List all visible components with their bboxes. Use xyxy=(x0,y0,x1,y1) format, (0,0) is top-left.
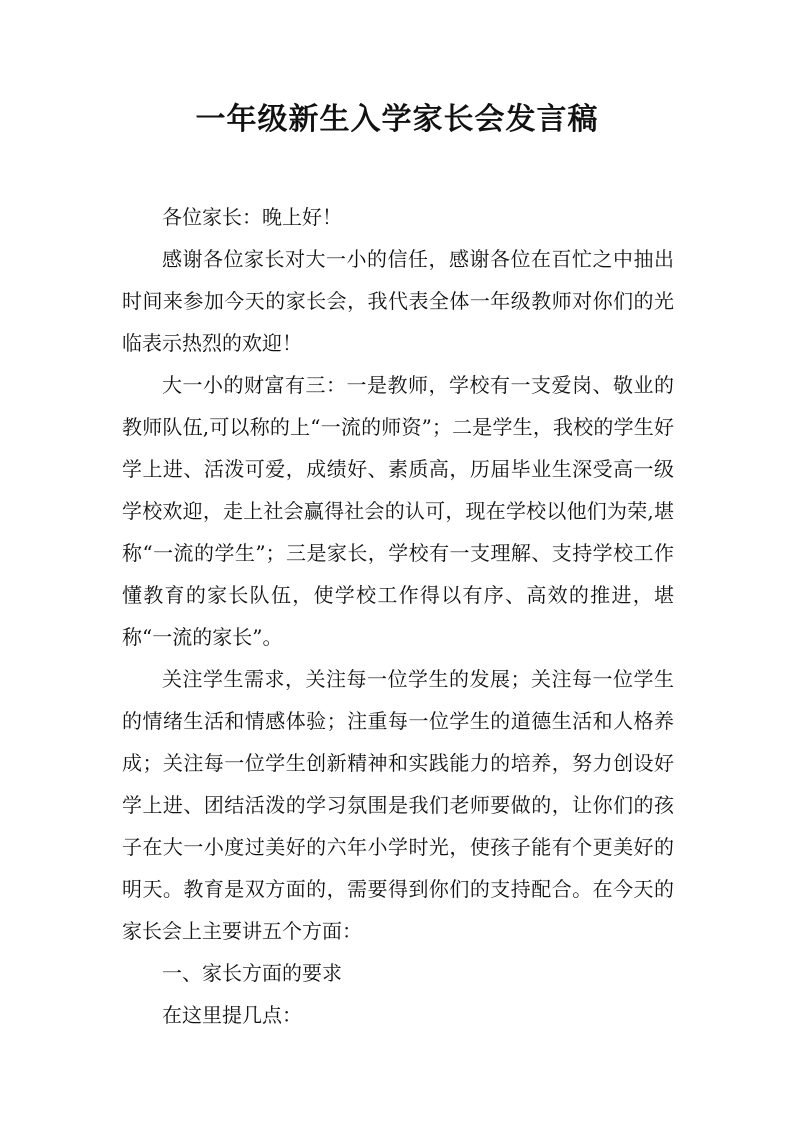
document-title: 一年级新生入学家长会发言稿 xyxy=(195,102,599,137)
section-heading-parent-requirements: 一、家长方面的要求 xyxy=(162,961,342,985)
paragraph-thanks: 感谢各位家长对大一小的信任，感谢各位在百忙之中抽出时间来参加今天的家长会，我代表全体一年级教师对你们的光临表示热烈的欢迎！ xyxy=(122,247,674,355)
paragraph-three-treasures: 大一小的财富有三：一是教师，学校有一支爱岗、敬业的教师队伍,可以称的上“一流的师资”；二是学生，我校的学生好学上进、活泼可爱，成绩好、素质高，历届毕业生深受高一级学校欢迎，走上社会赢得社会的认可，现在学校以他们为荣,堪称“一流的学生”；三是家长，学校有一支理解、支持学校工作懂教育的家长队伍，使学校工作得以有序、高效的推进，堪称“一流的家长”。 xyxy=(122,373,674,649)
paragraph-points-intro: 在这里提几点： xyxy=(162,1003,302,1027)
paragraph-student-focus: 关注学生需求，关注每一位学生的发展；关注每一位学生的情绪生活和情感体验；注重每一位学生的道德生活和人格养成；关注每一位学生创新精神和实践能力的培养，努力创设好学上进、团结活泼的学习氛围是我们老师要做的，让你们的孩子在大一小度过美好的六年小学时光，使孩子能有个更美好的明天。教育是双方面的，需要得到你们的支持配合。在今天的家长会上主要讲五个方面： xyxy=(122,667,674,943)
document-body xyxy=(122,196,674,1036)
paragraph-greeting: 各位家长：晚上好！ xyxy=(162,205,342,229)
